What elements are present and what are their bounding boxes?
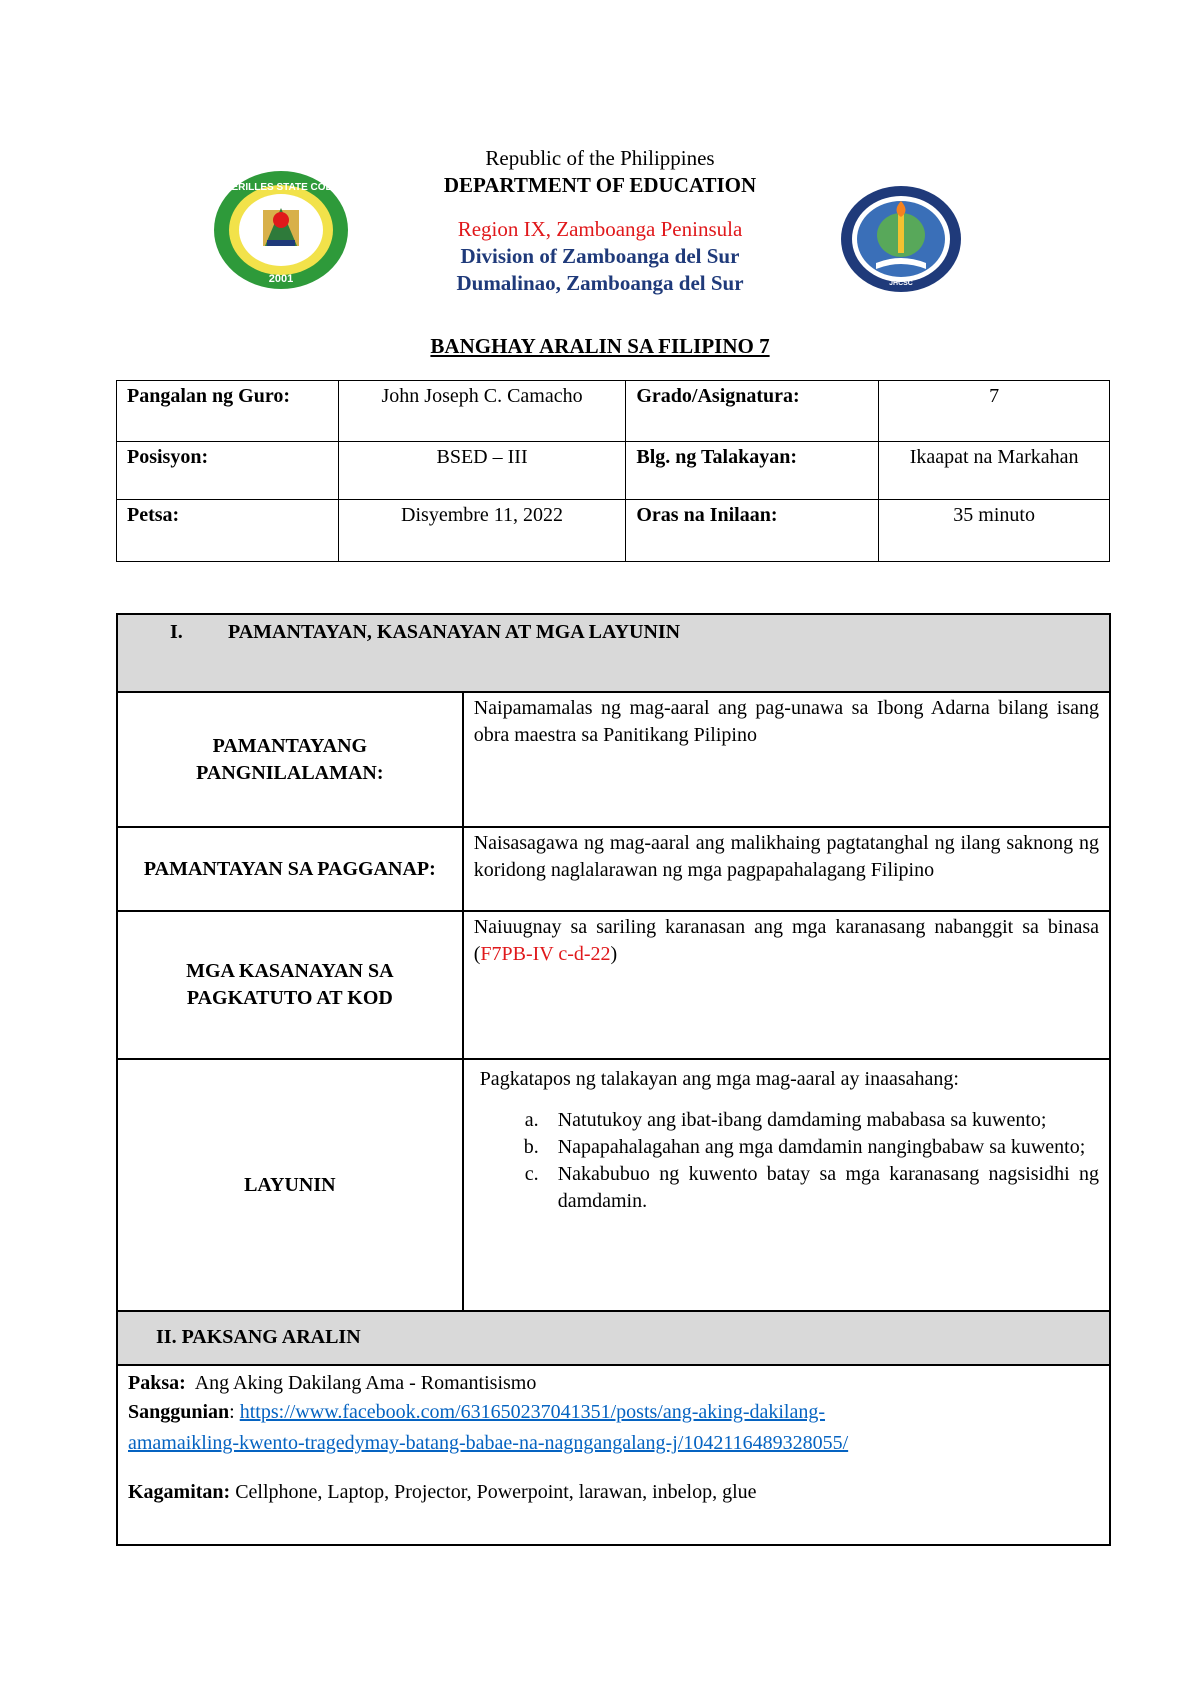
- competency-close: ): [610, 943, 618, 965]
- time-allotted-label: Oras na Inilaan:: [626, 500, 879, 562]
- materials-value: Cellphone, Laptop, Projector, Powerpoint, larawan, inbelop, glue: [235, 1481, 757, 1503]
- topic-label: Paksa:: [128, 1372, 186, 1394]
- section-1-number: I.: [170, 621, 183, 643]
- lesson-content-table: [116, 613, 1111, 1546]
- section-1-header: [117, 614, 1110, 692]
- municipality-heading: Dumalinao, Zamboanga del Sur: [456, 271, 744, 295]
- topic-line: [128, 1370, 1099, 1397]
- section-1-heading: PAMANTAYAN, KASANAYAN AT MGA LAYUNIN: [228, 621, 681, 643]
- competency-text: Naiuugnay sa sariling karanasan ang mga karanasang nabanggit sa binasa (: [473, 916, 1099, 965]
- teacher-info-table: [116, 380, 1110, 562]
- letterhead: [300, 145, 900, 297]
- republic-heading: Republic of the Philippines: [485, 146, 715, 170]
- objectives-list: [474, 1107, 1099, 1215]
- document-title: BANGHAY ARALIN SA FILIPINO 7: [430, 334, 770, 358]
- department-heading: DEPARTMENT OF EDUCATION: [443, 173, 757, 197]
- performance-standard-label: PAMANTAYAN SA PAGGANAP:: [117, 827, 463, 911]
- svg-text:2001: 2001: [268, 273, 294, 285]
- content-standard-text: Naipamamalas ng mag-aaral ang pag-unawa sa Ibong Adarna bilang isang obra maestra sa Panitikang Pilipino: [463, 692, 1110, 827]
- grade-label: Grado/Asignatura:: [626, 381, 879, 442]
- position-value: BSED – III: [338, 442, 626, 500]
- objective-item: b. Napapahalagahan ang mga damdamin nangingbabaw sa kuwento;: [544, 1134, 1099, 1161]
- reference-label: Sanggunian: [128, 1401, 230, 1423]
- objectives-intro: Pagkatapos ng talakayan ang mga mag-aaral ay inaasahang:: [479, 1068, 959, 1090]
- topic-value: Ang Aking Dakilang Ama - Romantisismo: [194, 1372, 537, 1394]
- competency-cell: [463, 911, 1110, 1059]
- materials-line: [128, 1479, 1099, 1506]
- section-2-heading: II. PAKSANG ARALIN: [117, 1311, 1110, 1365]
- grade-value: 7: [879, 381, 1110, 442]
- competency-label: MGA KASANAYAN SA PAGKATUTO AT KOD: [117, 911, 463, 1059]
- reference-line: [128, 1397, 1099, 1459]
- reference-colon: :: [229, 1401, 235, 1423]
- lesson-number-value: Ikaapat na Markahan: [879, 442, 1110, 500]
- competency-code: F7PB-IV c-d-22: [480, 943, 611, 965]
- region-heading: Region IX, Zamboanga Peninsula: [457, 217, 743, 241]
- objective-item: c. Nakabubuo ng kuwento batay sa mga karanasang nagsisidhi ng damdamin.: [544, 1161, 1099, 1215]
- lesson-number-label: Blg. ng Talakayan:: [626, 442, 879, 500]
- position-label: Posisyon:: [117, 442, 339, 500]
- time-allotted-value: 35 minuto: [879, 500, 1110, 562]
- materials-label: Kagamitan:: [128, 1481, 231, 1503]
- performance-standard-text: Naisasagawa ng mag-aaral ang malikhaing pagtatanghal ng ilang saknong ng koridong naglalarawan ng mga pagpapahalagang Filipino: [463, 827, 1110, 911]
- division-heading: Division of Zamboanga del Sur: [460, 244, 740, 268]
- reference-link[interactable]: https://www.facebook.com/631650237041351/posts/ang-aking-dakilang-: [239, 1401, 826, 1423]
- objectives-cell: [463, 1059, 1110, 1311]
- objective-item: a. Natutukoy ang ibat-ibang damdaming mababasa sa kuwento;: [544, 1107, 1099, 1134]
- date-value: Disyembre 11, 2022: [338, 500, 626, 562]
- teacher-label: Pangalan ng Guro:: [117, 381, 339, 442]
- topic-details-cell: [117, 1365, 1110, 1545]
- objectives-label: LAYUNIN: [117, 1059, 463, 1311]
- teacher-value: John Joseph C. Camacho: [338, 381, 626, 442]
- content-standard-label: PAMANTAYANG PANGNILALAMAN:: [117, 692, 463, 827]
- svg-text:JHCSC: JHCSC: [889, 280, 913, 287]
- reference-link-continued[interactable]: amamaikling-kwento-tragedymay-batang-babae-na-nagngangalang-j/1042116489328055/: [128, 1432, 849, 1454]
- svg-text:J.H. CERILLES STATE COLLEGE: J.H. CERILLES STATE COLLEGE: [203, 182, 359, 193]
- date-label: Petsa:: [117, 500, 339, 562]
